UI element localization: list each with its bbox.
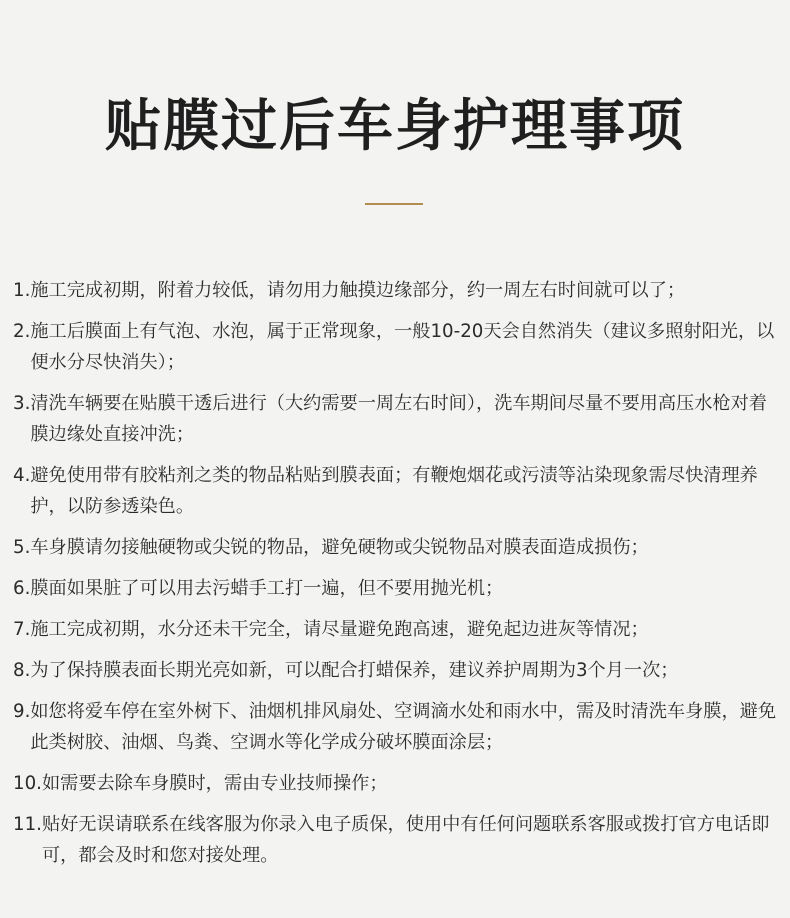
item-text: 施工完成初期，附着力较低，请勿用力触摸边缘部分，约一周左右时间就可以了； (30, 280, 686, 301)
page-title: 贴膜过后车身护理事项 (105, 94, 685, 159)
item-text: 避免使用带有胶粘剂之类的物品粘贴到膜表面；有鞭炮烟花或污渍等沾染现象需尽快清理养护，以防参透染色。 (30, 465, 758, 517)
list-item (13, 809, 778, 871)
item-number: 4. (13, 465, 31, 486)
item-text: 车身膜请勿接触硬物或尖锐的物品，避免硬物或尖锐物品对膜表面造成损伤； (30, 537, 649, 558)
list-item (13, 275, 778, 306)
list-item (13, 696, 778, 758)
item-number: 1. (13, 280, 31, 301)
list-item (13, 768, 778, 799)
item-text: 如您将爱车停在室外树下、油烟机排风扇处、空调滴水处和雨水中，需及时清洗车身膜，避免此类树胶、油烟、鸟粪、空调水等化学成分破坏膜面涂层； (30, 701, 777, 753)
item-text: 施工完成初期，水分还未干完全，请尽量避免跑高速，避免起边进灰等情况； (30, 619, 649, 640)
care-instructions-list (13, 275, 778, 881)
list-item (13, 614, 778, 645)
item-text: 施工后膜面上有气泡、水泡，属于正常现象，一般10-20天会自然消失（建议多照射阳光，以便水分尽快消失）； (30, 321, 775, 373)
item-number: 7. (13, 619, 31, 640)
list-item (13, 655, 778, 686)
item-text: 清洗车辆要在贴膜干透后进行（大约需要一周左右时间），洗车期间尽量不要用高压水枪对着膜边缘处直接冲洗； (30, 393, 767, 445)
item-number: 9. (13, 701, 31, 722)
item-number: 10. (13, 773, 42, 794)
item-text: 如需要去除车身膜时，需由专业技师操作； (41, 773, 388, 794)
item-text: 膜面如果脏了可以用去污蜡手工打一遍，但不要用抛光机； (30, 578, 504, 599)
item-number: 5. (13, 537, 31, 558)
item-number: 2. (13, 321, 31, 342)
item-number: 8. (13, 660, 31, 681)
item-text: 贴好无误请联系在线客服为你录入电子质保，使用中有任何问题联系客服或拨打官方电话即可，都会及时和您对接处理。 (41, 814, 770, 866)
list-item (13, 532, 778, 563)
list-item (13, 460, 778, 522)
list-item (13, 316, 778, 378)
list-item (13, 573, 778, 604)
item-text: 为了保持膜表面长期光亮如新，可以配合打蜡保养，建议养护周期为3个月一次； (30, 660, 679, 681)
list-item (13, 388, 778, 450)
item-number: 11. (13, 814, 42, 835)
item-number: 6. (13, 578, 31, 599)
title-divider (365, 203, 423, 205)
item-number: 3. (13, 393, 31, 414)
